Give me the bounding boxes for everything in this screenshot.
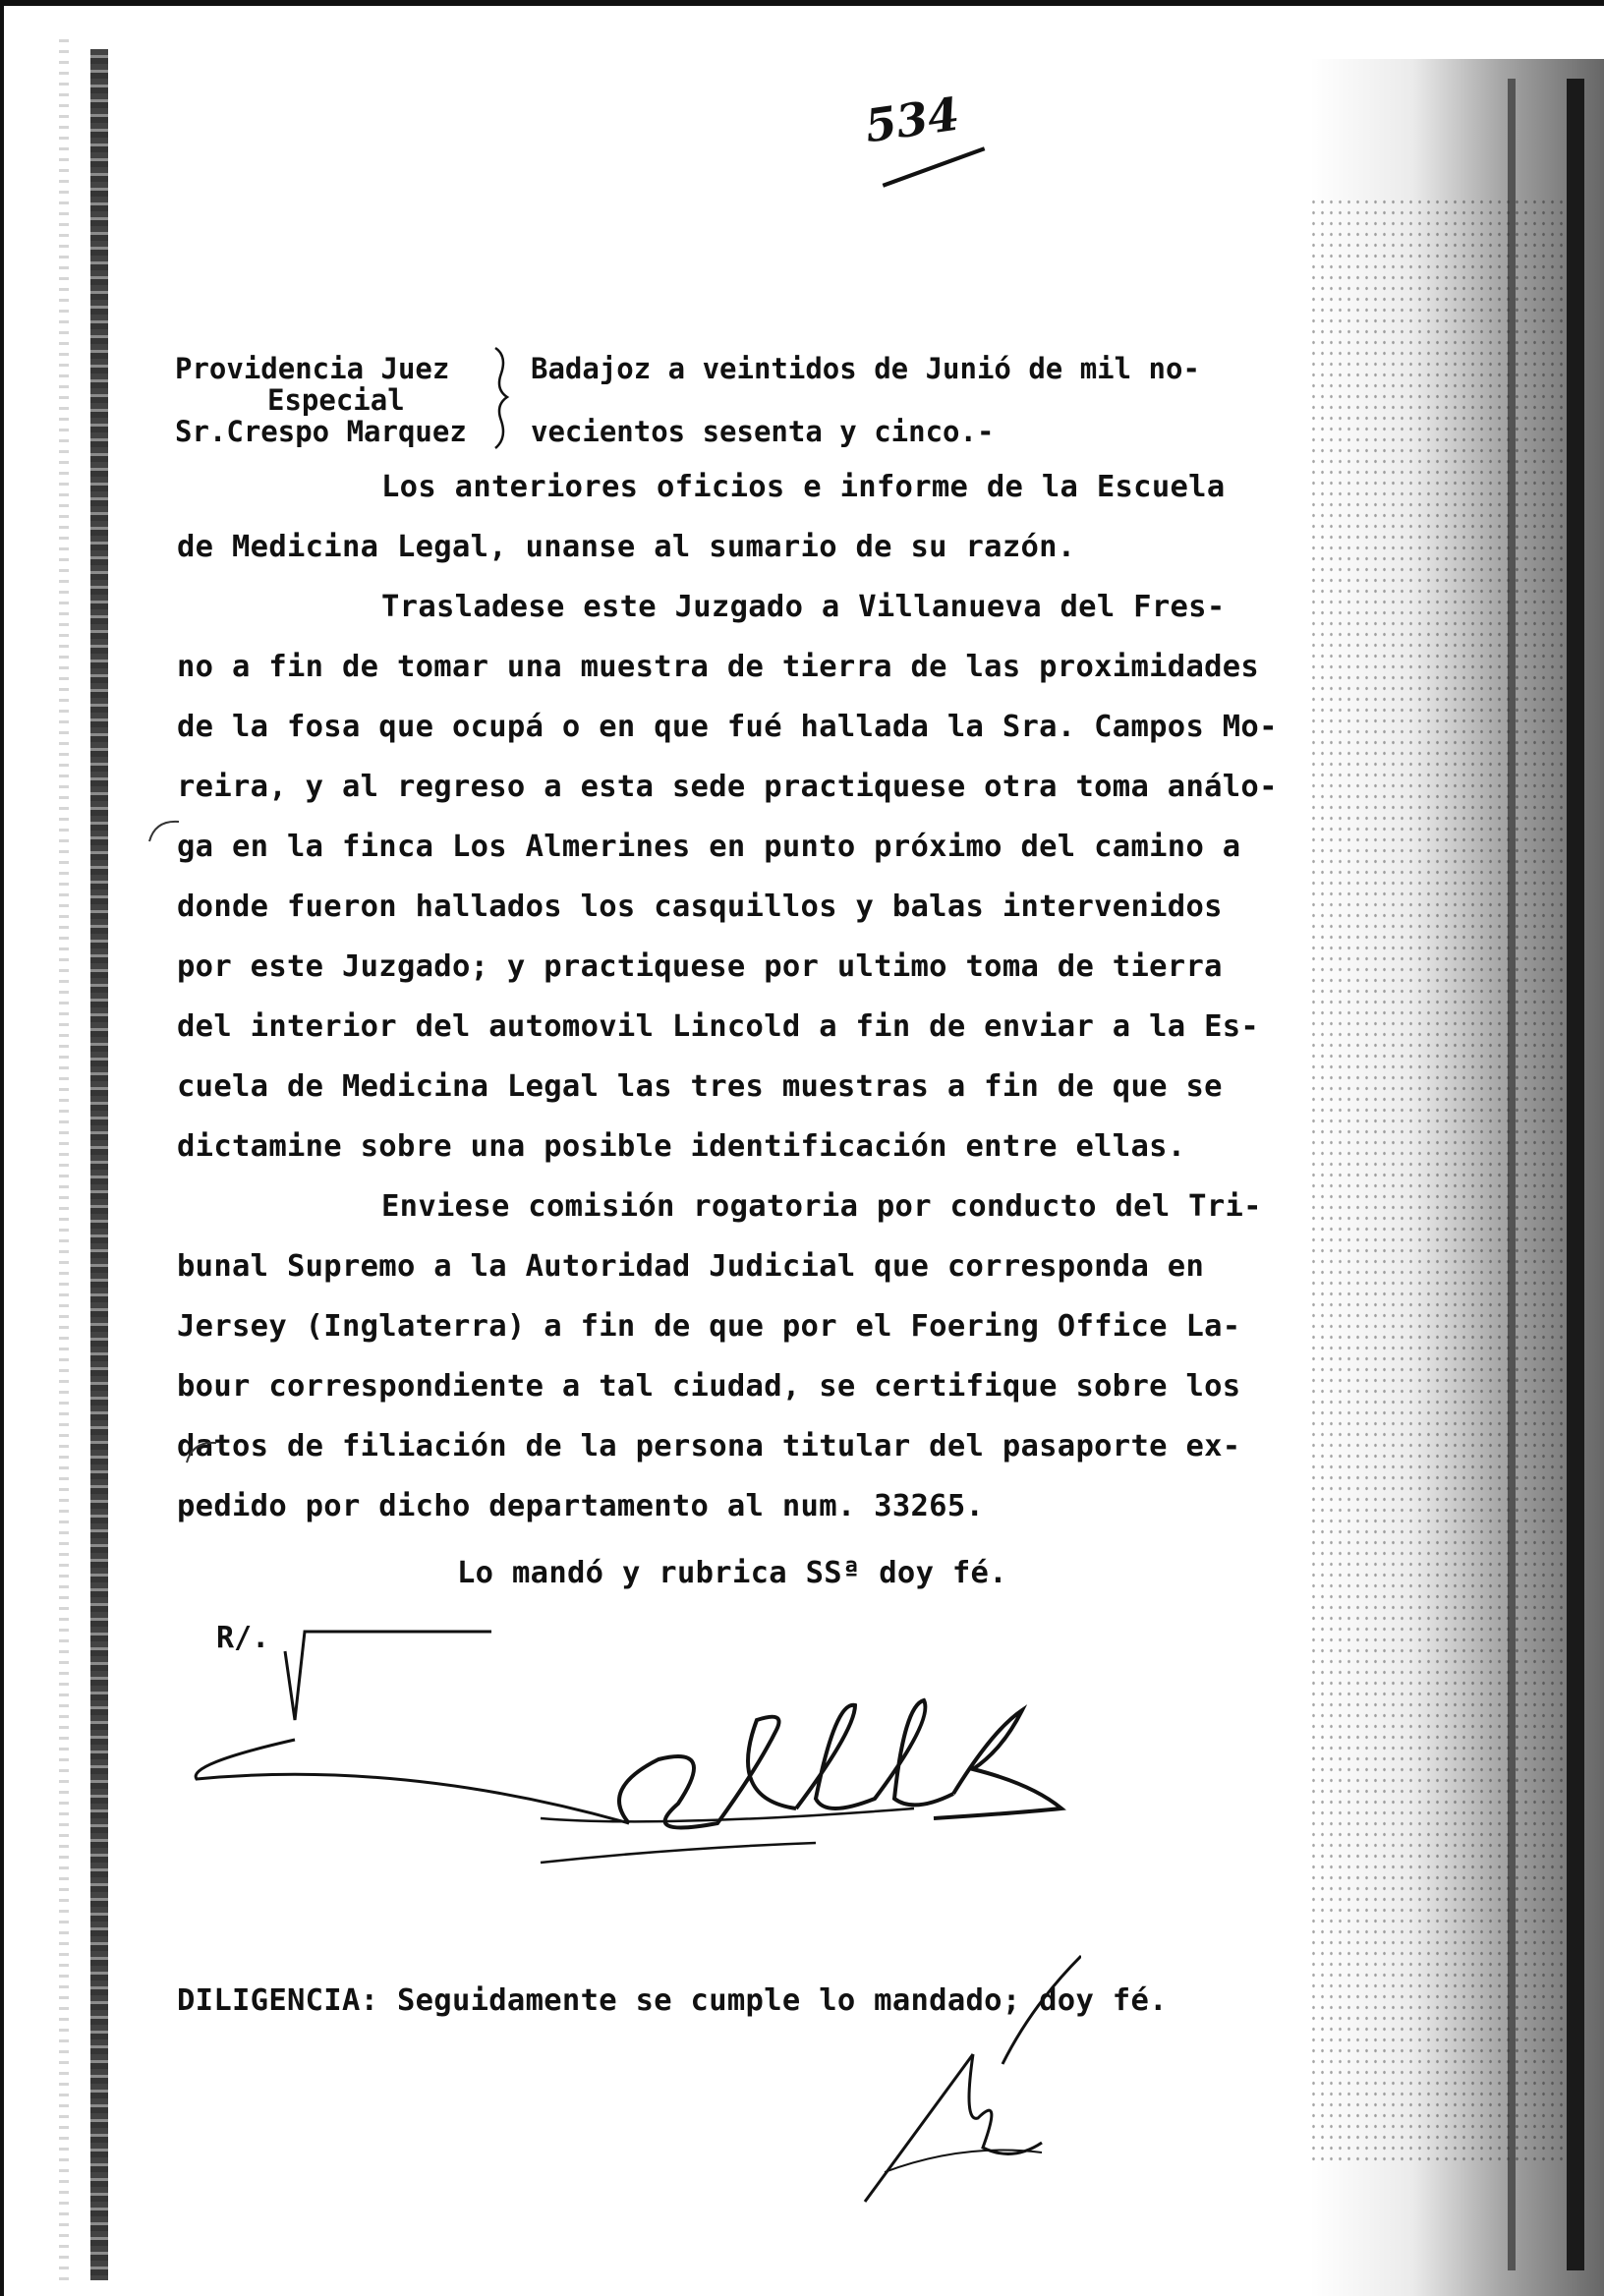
body-line-12: dictamine sobre una posible identificación entre ellas. (177, 1129, 1186, 1164)
body-line-13: Enviese comisión rogatoria por conducto del Tri- (381, 1189, 1262, 1224)
body-line-9: por este Juzgado; y practiquese por ultimo toma de tierra (177, 949, 1223, 984)
body-line-3: Trasladese este Juzgado a Villanueva del Fres- (381, 590, 1226, 624)
body-line-17: datos de filiación de la persona titular del pasaporte ex- (177, 1429, 1241, 1464)
header-right-line3: vecientos sesenta y cinco.- (531, 415, 995, 448)
body-line-6: reira, y al regreso a esta sede practiquese otra toma análo- (177, 770, 1278, 804)
body-line-5: de la fosa que ocupá o en que fué hallada la Sra. Campos Mo- (177, 710, 1278, 744)
header-left-line3: Sr.Crespo Marquez (175, 415, 467, 448)
signature-prefix: R/. (216, 1621, 270, 1655)
header-brace-icon (489, 344, 519, 452)
folio-number: 534 (861, 86, 963, 153)
body-line-18: pedido por dicho departamento al num. 33265. (177, 1489, 985, 1523)
body-line-8: donde fueron hallados los casquillos y balas intervenidos (177, 890, 1223, 924)
scan-right-edge (1567, 79, 1584, 2270)
scan-speckle (1309, 197, 1565, 2162)
secretary-signature-icon (767, 1946, 1081, 2241)
margin-mark-1 (145, 816, 185, 845)
header-right-line1: Badajoz a veintidos de Junió de mil no- (531, 352, 1200, 385)
body-line-4: no a fin de tomar una muestra de tierra de las proximidades (177, 650, 1260, 684)
body-line-2: de Medicina Legal, unanse al sumario de su razón. (177, 530, 1076, 564)
body-line-10: del interior del automovil Lincold a fin de enviar a la Es- (177, 1009, 1260, 1044)
diligencia-line: DILIGENCIA: Seguidamente se cumple lo mandado; doy fé. (177, 1983, 1168, 2018)
header-left-line2: Especial (267, 383, 405, 417)
scan-right-binding (1508, 79, 1516, 2270)
judge-signature-icon (167, 1612, 1268, 1887)
body-line-11: cuela de Medicina Legal las tres muestras a fin de que se (177, 1069, 1223, 1104)
body-line-1: Los anteriores oficios e informe de la Escuela (381, 470, 1226, 504)
scan-left-edge (90, 49, 108, 2280)
body-line-16: bour correspondiente a tal ciudad, se certifique sobre los (177, 1369, 1241, 1404)
scan-left-noise (59, 39, 69, 2280)
body-line-15: Jersey (Inglaterra) a fin de que por el Foering Office La- (177, 1309, 1241, 1344)
margin-mark-2 (183, 1437, 222, 1466)
body-line-19: Lo mandó y rubrica SSª doy fé. (457, 1556, 1007, 1590)
body-line-7: ga en la finca Los Almerines en punto próximo del camino a (177, 830, 1241, 864)
body-line-14: bunal Supremo a la Autoridad Judicial que corresponda en (177, 1249, 1205, 1284)
header-left-line1: Providencia Juez (175, 352, 450, 385)
